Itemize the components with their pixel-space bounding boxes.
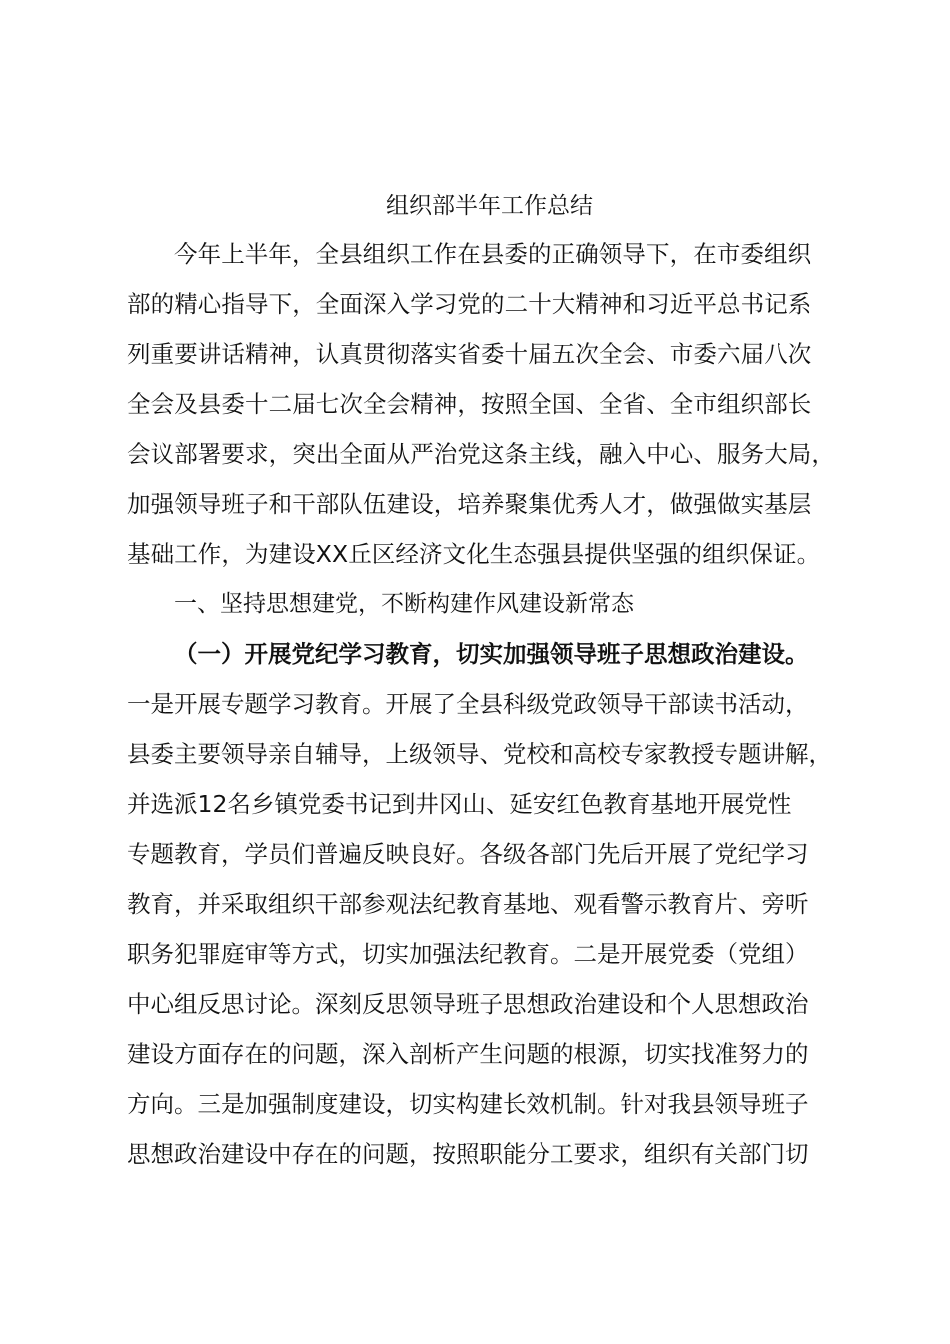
subsection-line: 县委主要领导亲自辅导，上级领导、党校和高校专家教授专题讲解， <box>127 740 832 768</box>
document-body <box>127 186 842 1179</box>
intro-line: 基础工作，为建设XX丘区经济文化生态强县提供坚强的组织保证。 <box>127 540 821 568</box>
intro-line: 全会及县委十二届七次全会精神，按照全国、全省、全市组织部长 <box>127 390 812 418</box>
intro-paragraph <box>127 229 842 579</box>
subsection-1-paragraph <box>127 679 842 1179</box>
subsection-line: 思想政治建设中存在的问题，按照职能分工要求，组织有关部门切 <box>127 1140 809 1168</box>
subsection-line: 职务犯罪庭审等方式，切实加强法纪教育。二是开展党委（党组） <box>127 940 809 968</box>
subsection-line: 建设方面存在的问题，深入剖析产生问题的根源，切实找准努力的 <box>127 1040 809 1068</box>
section-1-heading: 一、坚持思想建党，不断构建作风建设新常态 <box>174 591 634 617</box>
subsection-line: 并选派12名乡镇党委书记到井冈山、延安红色教育基地开展党性 <box>127 790 792 818</box>
subsection-1-heading: （一）开展党纪学习教育，切实加强领导班子思想政治建设。 <box>174 640 809 668</box>
document-title: 组织部半年工作总结 <box>386 193 593 219</box>
intro-line: 今年上半年，全县组织工作在县委的正确领导下，在市委组织 <box>174 240 812 268</box>
subsection-line: 专题教育，学员们普遍反映良好。各级各部门先后开展了党纪学习 <box>127 840 809 868</box>
intro-line: 会议部署要求，突出全面从严治党这条主线，融入中心、服务大局， <box>127 440 835 468</box>
subsection-line: 教育，并采取组织干部参观法纪教育基地、观看警示教育片、旁听 <box>127 890 809 918</box>
subsection-line: 中心组反思讨论。深刻反思领导班子思想政治建设和个人思想政治 <box>127 990 809 1018</box>
subsection-line: 方向。三是加强制度建设，切实构建长效机制。针对我县领导班子 <box>127 1090 809 1118</box>
intro-line: 部的精心指导下，全面深入学习党的二十大精神和习近平总书记系 <box>127 290 812 318</box>
intro-line: 列重要讲话精神，认真贯彻落实省委十届五次全会、市委六届八次 <box>127 340 812 368</box>
subsection-line: 一是开展专题学习教育。开展了全县科级党政领导干部读书活动， <box>127 690 809 718</box>
intro-line: 加强领导班子和干部队伍建设，培养聚集优秀人才，做强做实基层 <box>127 490 812 518</box>
